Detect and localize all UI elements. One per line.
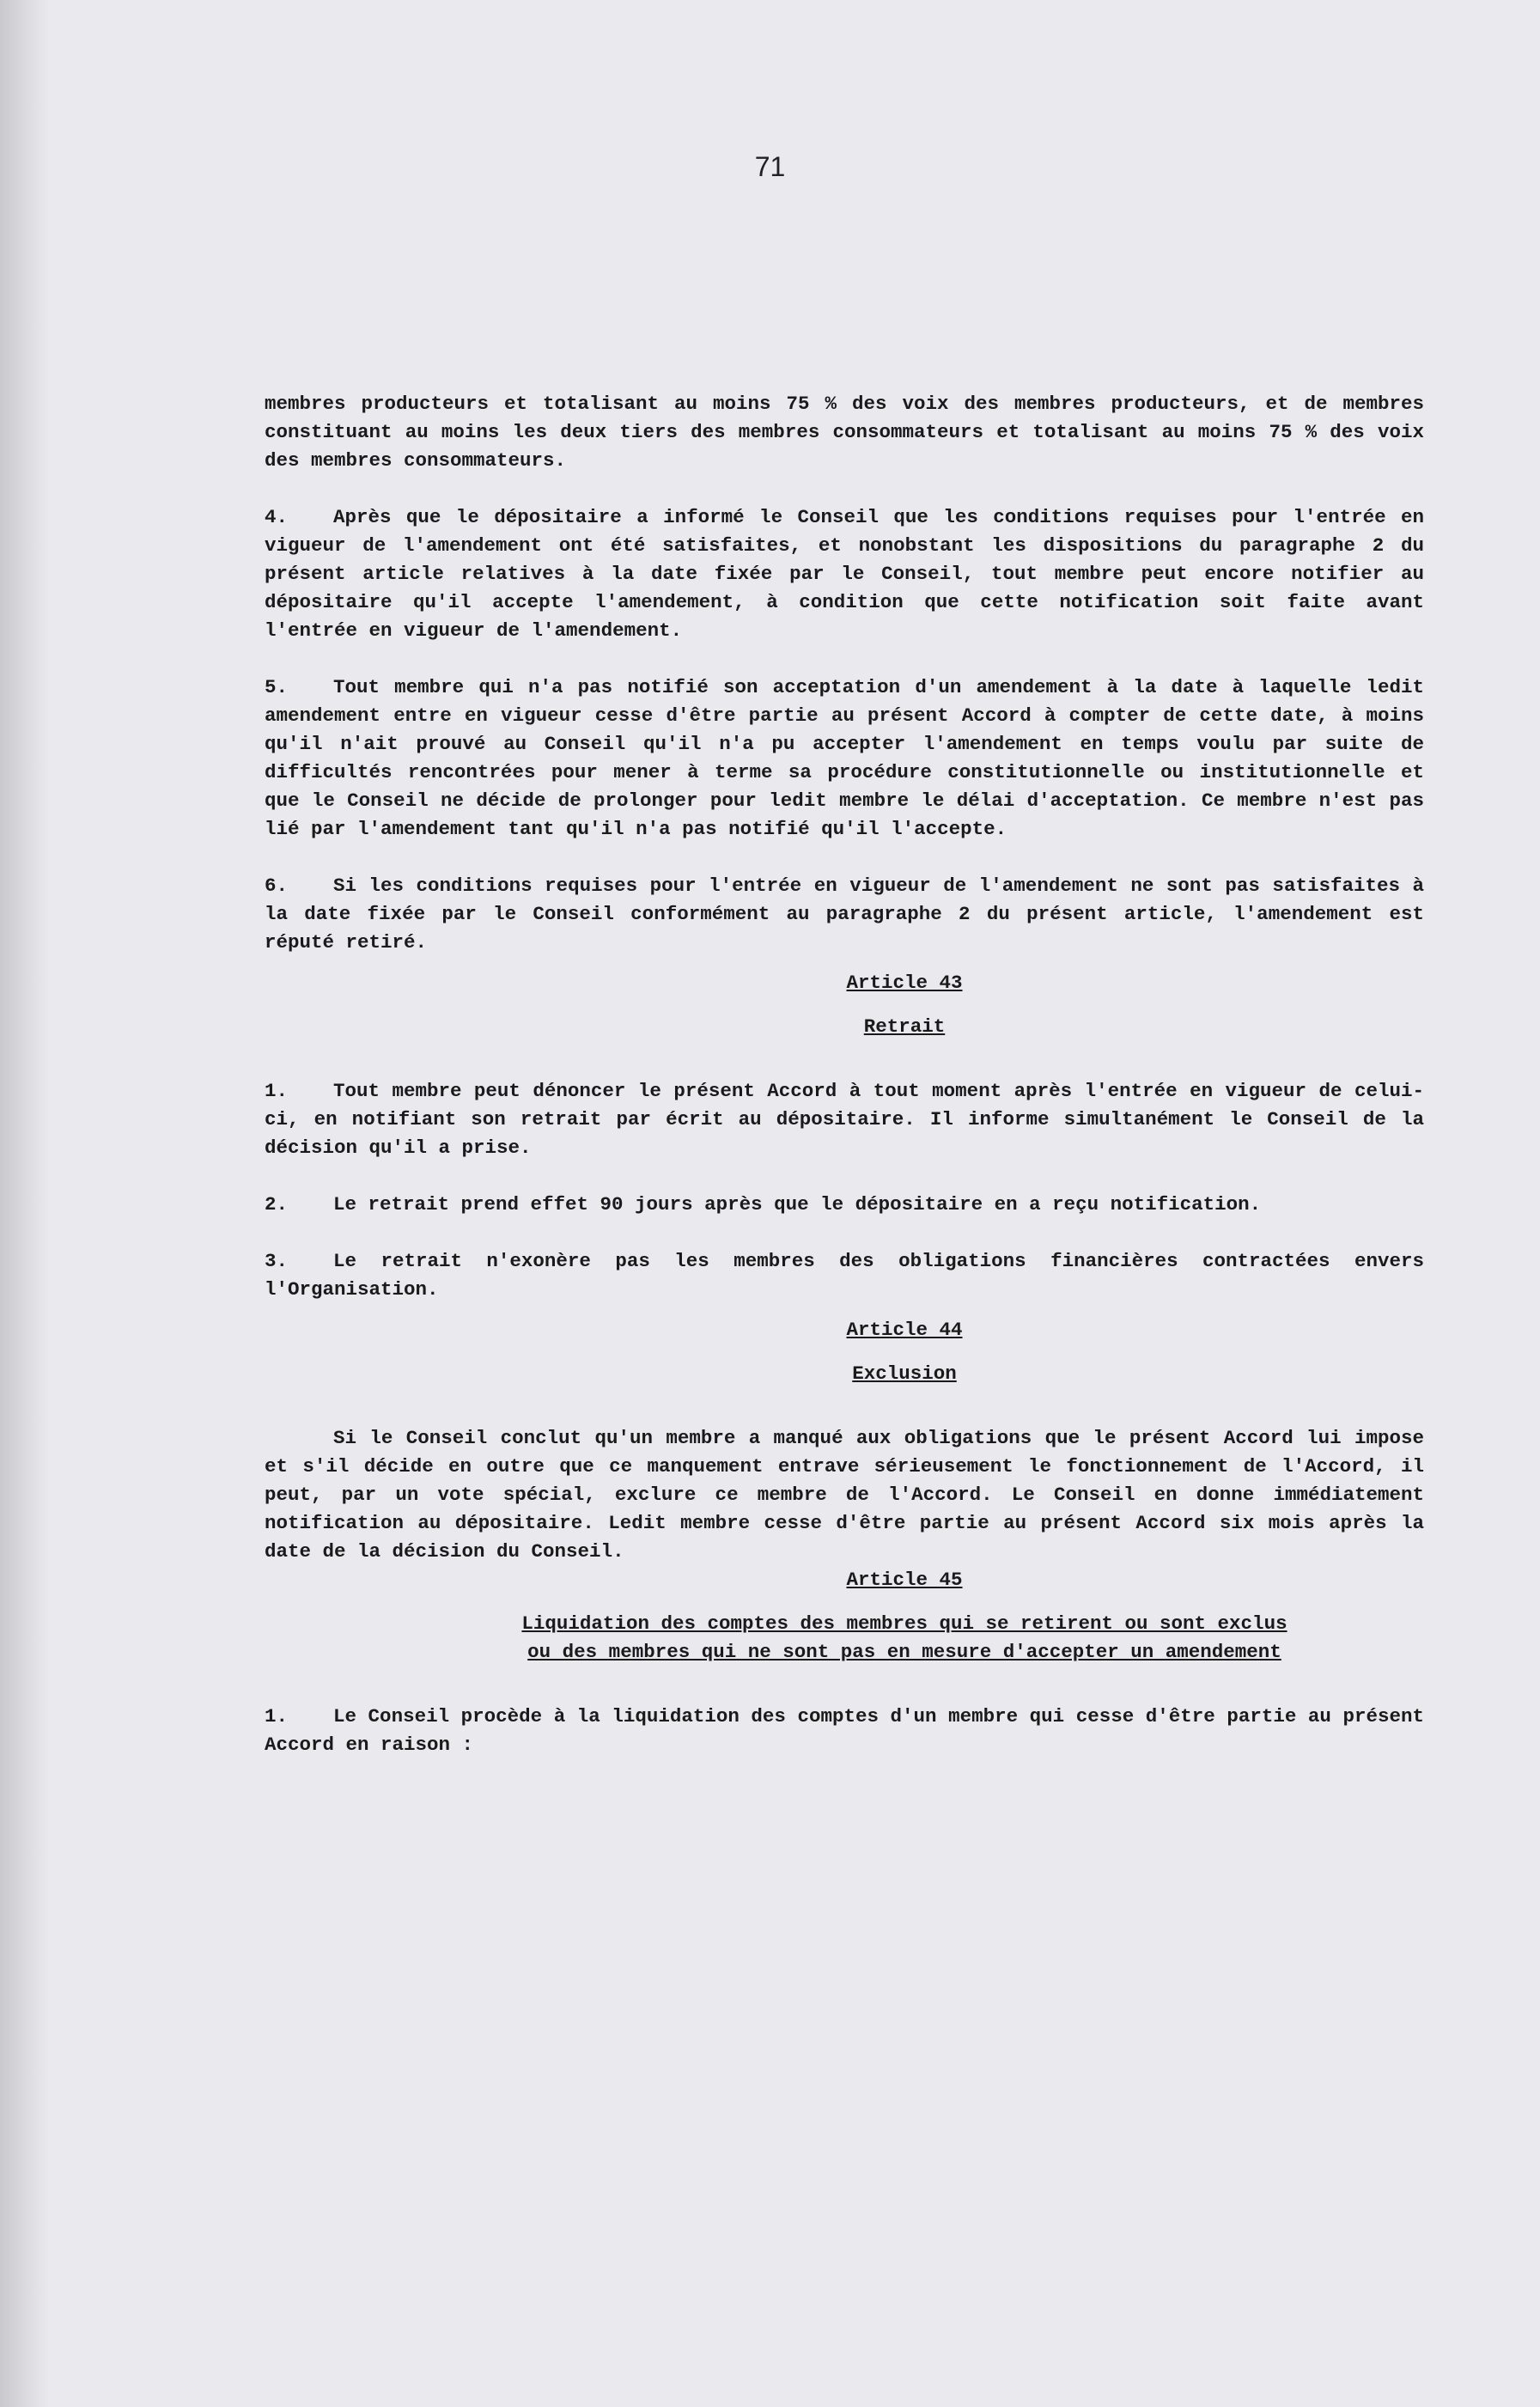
paragraph-text: Après que le dépositaire a informé le Conseil que les conditions requises pour l'entrée en vigueur de l'amendement ont été satisfaites, et nonobstant les dispositions du paragraphe 2 du présent article relatives à la date fixée par le Conseil, tout membre peut encore notifier au dépositaire qu'il accepte l'amendement, à condition que cette notification soit faite avant l'entrée en vigueur de l'amendement. — [265, 506, 1436, 642]
page-number: 71 — [754, 151, 786, 182]
article-45-paragraph-1 — [265, 1703, 1436, 1759]
paragraph-text: Si le Conseil conclut qu'un membre a manqué aux obligations que le présent Accord lui impose et s'il décide en outre que ce manquement entrave sérieusement le fonctionnement de l'Accord, il peut, par un vote spécial, exclure ce membre de l'Accord. Le Conseil en donne immédiatement notification au dépositaire. Ledit membre cesse d'être partie au présent Accord six mois après la date de la décision du Conseil. — [265, 1427, 1436, 1563]
article-44-heading: Article 44 — [846, 1319, 963, 1341]
article-43-paragraph-1 — [265, 1077, 1436, 1162]
article-43-paragraph-2 — [265, 1191, 1424, 1219]
paragraph-text: Le retrait prend effet 90 jours après que le dépositaire en a reçu notification. — [333, 1193, 1262, 1216]
paragraph-number: 1. — [265, 1080, 289, 1102]
paragraph-text: Le retrait n'exonère pas les membres des obligations financières contractées envers l'Organisation. — [265, 1250, 1436, 1301]
document-body — [265, 390, 1436, 1759]
article-44-paragraph-1 — [265, 1424, 1436, 1566]
paragraph-number: 5. — [265, 676, 289, 698]
paragraph-text: Le Conseil procède à la liquidation des comptes d'un membre qui cesse d'être partie au présent Accord en raison : — [265, 1705, 1436, 1756]
page-edge-shadow — [0, 0, 50, 2407]
article-45-title-line-1: Liquidation des comptes des membres qui se retirent ou sont exclus — [521, 1612, 1287, 1635]
paragraph-number: 4. — [265, 506, 289, 528]
paragraph-4 — [265, 503, 1436, 645]
paragraph-6 — [265, 872, 1436, 957]
paragraph-5 — [265, 673, 1436, 844]
article-45-heading: Article 45 — [846, 1569, 963, 1591]
article-43-paragraph-3 — [265, 1247, 1436, 1304]
paragraph-text: Tout membre qui n'a pas notifié son acceptation d'un amendement à la date à laquelle ledit amendement entre en vigueur cesse d'être partie au présent Accord à compter de cette date, à moins qu'il n'ait prouvé au Conseil qu'il n'a pu accepter l'amendement en temps voulu par suite de difficultés rencontrées pour mener à terme sa procédure constitutionnelle ou institutionnelle et que le Conseil ne décide de prolonger pour ledit membre le délai d'acceptation. Ce membre n'est pas lié par l'amendement tant qu'il n'a pas notifié qu'il l'accepte. — [265, 676, 1436, 840]
paragraph-number: 6. — [265, 874, 289, 897]
article-43-title: Retrait — [863, 1015, 946, 1038]
paragraph-3-continued: membres producteurs et totalisant au moins 75 % des voix des membres producteurs, et de membres constituant au moins les deux tiers des membres consommateurs et totalisant au moins 75 % des voix des membres consommateurs. — [265, 393, 1436, 472]
article-43-heading: Article 43 — [846, 972, 963, 994]
paragraph-number: 1. — [265, 1705, 289, 1728]
paragraph-number: 2. — [265, 1193, 289, 1216]
paragraph-number: 3. — [265, 1250, 289, 1272]
article-44-title: Exclusion — [852, 1362, 957, 1385]
paragraph-text: Si les conditions requises pour l'entrée en vigueur de l'amendement ne sont pas satisfaites à la date fixée par le Conseil conformément au paragraphe 2 du présent article, l'amendement est réputé retiré. — [265, 874, 1436, 954]
paragraph-text: Tout membre peut dénoncer le présent Accord à tout moment après l'entrée en vigueur de celui-ci, en notifiant son retrait par écrit au dépositaire. Il informe simultanément le Conseil de la décision qu'il a prise. — [265, 1080, 1436, 1159]
article-45-title-line-2: ou des membres qui ne sont pas en mesure d'accepter un amendement — [527, 1641, 1281, 1663]
